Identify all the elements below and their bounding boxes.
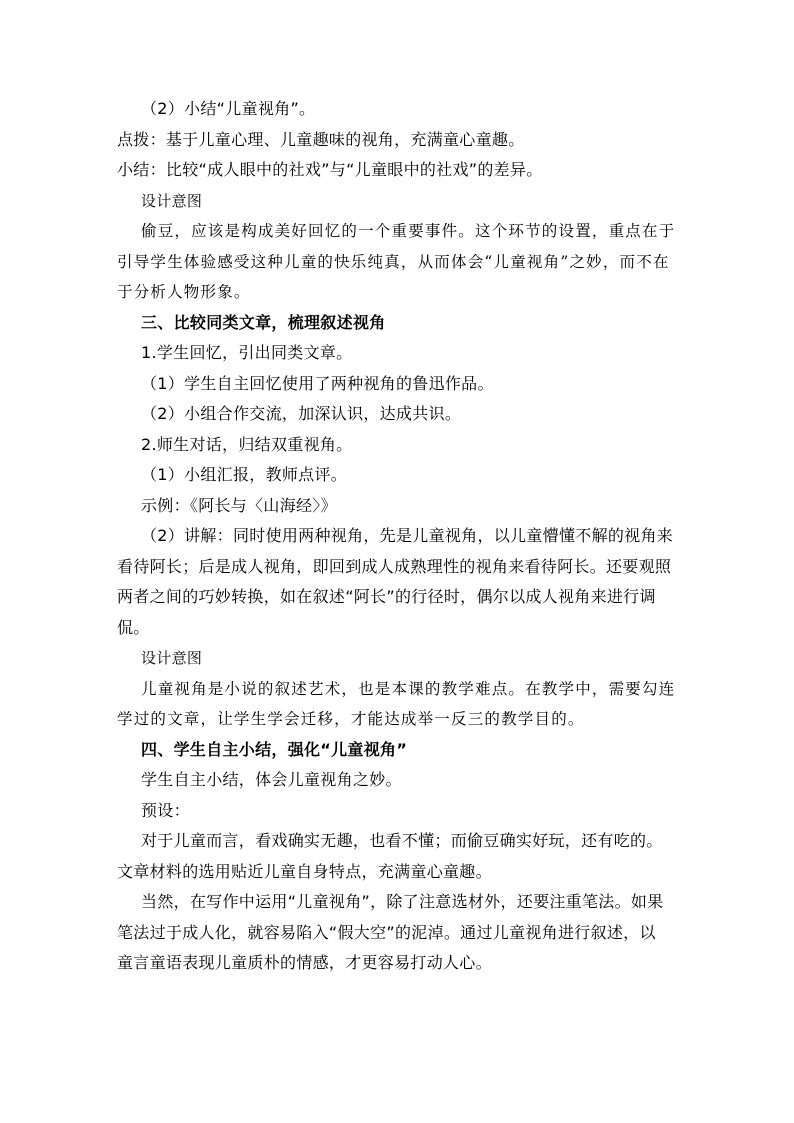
step-two-sub-1: （1）小组汇报，教师点评。: [141, 465, 348, 484]
design-intent-text-2: 引导学生体验感受这种儿童的快乐纯真，从而体会“儿童视角”之妙，而不在: [117, 252, 670, 271]
explanation-line-2: 看待阿长；后是成人视角，即回到成人成熟理性的视角来看待阿长。还要观照: [117, 556, 672, 576]
closing-line-1: 当然，在写作中运用“儿童视角”，除了注意选材外，还要注重笔法。如果: [141, 892, 664, 911]
self-summary-line: 学生自主小结，体会儿童视角之妙。: [141, 770, 402, 789]
design-intent-text-3: 于分析人物形象。: [117, 283, 251, 301]
section-three-heading: 三、比较同类文章，梳理叙述视角: [141, 312, 386, 332]
closing-line-3: 童言童语表现儿童质朴的情感，才更容易打动人心。: [117, 953, 492, 972]
explanation-line-4: 侃。: [117, 617, 150, 637]
step-two-line: 2.师生对话，归结双重视角。: [141, 434, 353, 454]
step-one-sub-1: （1）学生自主回忆使用了两种视角的鲁迅作品。: [141, 373, 494, 393]
summary-line: 小结：比较“成人眼中的社戏”与“儿童眼中的社戏”的差异。: [117, 160, 543, 179]
preset-line-2: 文章材料的选用贴近儿童自身特点，充满童心童趣。: [117, 861, 492, 881]
guidance-line: 点拨：基于儿童心理、儿童趣味的视角，充满童心童趣。: [117, 129, 525, 149]
preset-label: 预设：: [141, 800, 190, 820]
design-intent-label-2: 设计意图: [141, 649, 203, 667]
explanation-line-3: 两者之间的巧妙转换，如在叙述“阿长”的行径时，偶尔以成人视角来进行调: [117, 587, 656, 606]
design-intent-2-text-1: 儿童视角是小说的叙述艺术，也是本课的教学难点。在教学中，需要勾连: [141, 679, 676, 698]
step-one-line: 1.学生回忆，引出同类文章。: [141, 343, 353, 362]
document-body: [117, 94, 677, 979]
explanation-line-1: （2）讲解：同时使用两种视角，先是儿童视角，以儿童懵懂不解的视角来: [141, 526, 674, 545]
closing-line-2: 笔法过于成人化，就容易陷入“假大空”的泥淖。通过儿童视角进行叙述，以: [117, 922, 656, 942]
design-intent-2-text-2: 学过的文章，让学生学会迁移，才能达成举一反三的教学目的。: [117, 710, 585, 728]
preset-line-1: 对于儿童而言，看戏确实无趣，也看不懂；而偷豆确实好玩，还有吃的。: [141, 831, 663, 850]
example-line: 示例：《阿长与〈山海经〉》: [141, 495, 337, 515]
design-intent-label: 设计意图: [141, 191, 203, 210]
summary-step-line: （2）小结“儿童视角”。: [141, 99, 316, 118]
design-intent-text-1: 偷豆，应该是构成美好回忆的一个重要事件。这个环节的设置，重点在于: [141, 222, 676, 240]
section-four-heading: 四、学生自主小结，强化“儿童视角”: [141, 739, 408, 759]
step-one-sub-2: （2）小组合作交流，加深认识，达成共识。: [141, 404, 462, 423]
